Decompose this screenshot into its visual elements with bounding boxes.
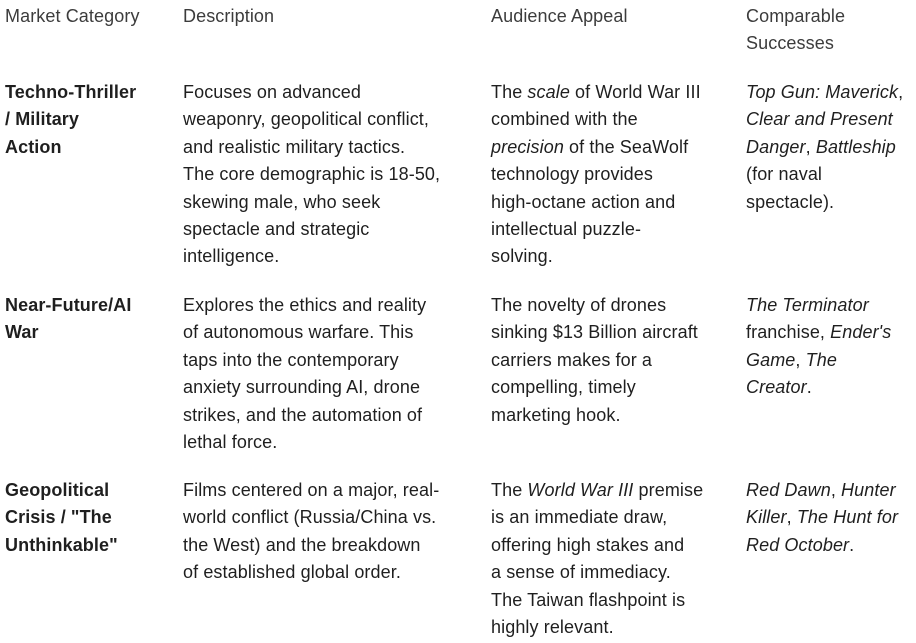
film-title: Creator (746, 377, 807, 398)
film-title: Red October (746, 534, 850, 555)
appeal-text: The (491, 480, 528, 500)
row-2-description (183, 292, 473, 456)
appeal-text: The Taiwan flashpoint is (491, 589, 686, 610)
appeal-emphasis: precision (491, 136, 564, 157)
row-1-description (183, 79, 473, 271)
row-2-description-line: Explores the ethics and reality (183, 295, 427, 315)
appeal-text: highly relevant. (491, 617, 614, 638)
film-title: Clear and Present (746, 109, 893, 130)
film-title: Red Dawn (746, 480, 831, 500)
appeal-text: combined with the (491, 109, 638, 130)
appeal-text: is an immediate draw, (491, 507, 668, 528)
row-2-comparable-successes (746, 292, 914, 402)
appeal-text: carriers makes for a (491, 349, 653, 370)
row-2-audience-appeal (491, 292, 726, 429)
row-1-category-line: Techno-Thriller (5, 82, 137, 102)
appeal-text: high-octane action and (491, 191, 676, 212)
comparable-text: . (806, 377, 812, 398)
row-1-description-line: skewing male, who seek (183, 191, 381, 212)
row-2-category (5, 292, 175, 347)
appeal-text: of World War III (569, 82, 701, 102)
row-3-description (183, 477, 473, 587)
appeal-emphasis: World War III (527, 480, 634, 500)
row-1-description-line: intelligence. (183, 246, 280, 267)
appeal-text: of the SeaWolf (563, 136, 689, 157)
appeal-text: marketing hook. (491, 404, 621, 425)
row-1-description-line: Focuses on advanced (183, 82, 362, 102)
film-title: The Hunt for (796, 507, 899, 528)
appeal-text: solving. (491, 246, 553, 267)
appeal-text: compelling, timely (491, 377, 636, 398)
row-3-description-line: world conflict (Russia/China vs. (183, 507, 437, 528)
film-title: Killer (746, 507, 787, 528)
appeal-text: The (491, 82, 528, 102)
film-title: Hunter (841, 480, 896, 500)
film-title: The (805, 349, 837, 370)
row-1-description-line: spectacle and strategic (183, 219, 370, 240)
row-1-category-line: Action (5, 136, 62, 157)
header-description: Description (183, 6, 275, 26)
film-title: Game (746, 349, 796, 370)
row-1-audience-appeal (491, 79, 726, 271)
row-2-description-line: taps into the contemporary (183, 349, 399, 370)
header-market-category: Market Category (5, 6, 140, 26)
film-title: Ender's (830, 322, 892, 343)
comparable-text: . (849, 534, 855, 555)
film-title: Danger (746, 136, 806, 157)
row-1-description-line: and realistic military tactics. (183, 136, 406, 157)
row-3-description-line: the West) and the breakdown (183, 534, 421, 555)
row-1-category (5, 79, 175, 161)
row-3-category-line: Geopolitical (5, 480, 110, 500)
header-audience-appeal: Audience Appeal (491, 6, 628, 26)
row-2-description-line: lethal force. (183, 432, 278, 453)
row-1-description-line: The core demographic is 18-50, (183, 164, 441, 185)
comparable-text: , (805, 136, 816, 157)
row-3-description-line: of established global order. (183, 562, 401, 583)
row-1-comparable-successes (746, 79, 914, 216)
appeal-text: intellectual puzzle- (491, 219, 642, 240)
appeal-text: a sense of immediacy. (491, 562, 671, 583)
comparable-text: , (830, 480, 842, 500)
film-title: Top Gun: Maverick (746, 82, 899, 102)
appeal-text: sinking $13 Billion aircraft (491, 322, 698, 343)
appeal-text: technology provides (491, 164, 654, 185)
comparable-text: , (795, 349, 806, 370)
row-1-description-line: weaponry, geopolitical conflict, (183, 109, 429, 130)
row-1-category-line: / Military (5, 109, 80, 130)
appeal-text: premise (633, 480, 704, 500)
comparable-text: (for naval (746, 164, 823, 185)
comparable-text: , (898, 82, 904, 102)
row-3-category-line: Unthinkable" (5, 534, 118, 555)
comparable-text: franchise, (746, 322, 831, 343)
row-2-description-line: anxiety surrounding AI, drone (183, 377, 421, 398)
appeal-text: offering high stakes and (491, 534, 685, 555)
row-2-description-line: strikes, and the automation of (183, 404, 423, 425)
film-title: The Terminator (746, 295, 869, 315)
row-3-category (5, 477, 175, 559)
row-2-category-line: Near-Future/AI (5, 295, 132, 315)
comparable-text: spectacle). (746, 191, 835, 212)
appeal-emphasis: scale (527, 82, 570, 102)
row-3-comparable-successes (746, 477, 914, 559)
film-title: Battleship (815, 136, 896, 157)
row-3-category-line: Crisis / "The (5, 507, 112, 528)
row-2-category-line: War (5, 322, 39, 343)
row-3-audience-appeal (491, 477, 726, 641)
row-2-description-line: of autonomous warfare. This (183, 322, 414, 343)
row-3-description-line: Films centered on a major, real- (183, 480, 440, 500)
comparable-text: , (786, 507, 797, 528)
header-comparable-successes: Comparable Successes (746, 6, 846, 54)
appeal-text: The novelty of drones (491, 295, 667, 315)
